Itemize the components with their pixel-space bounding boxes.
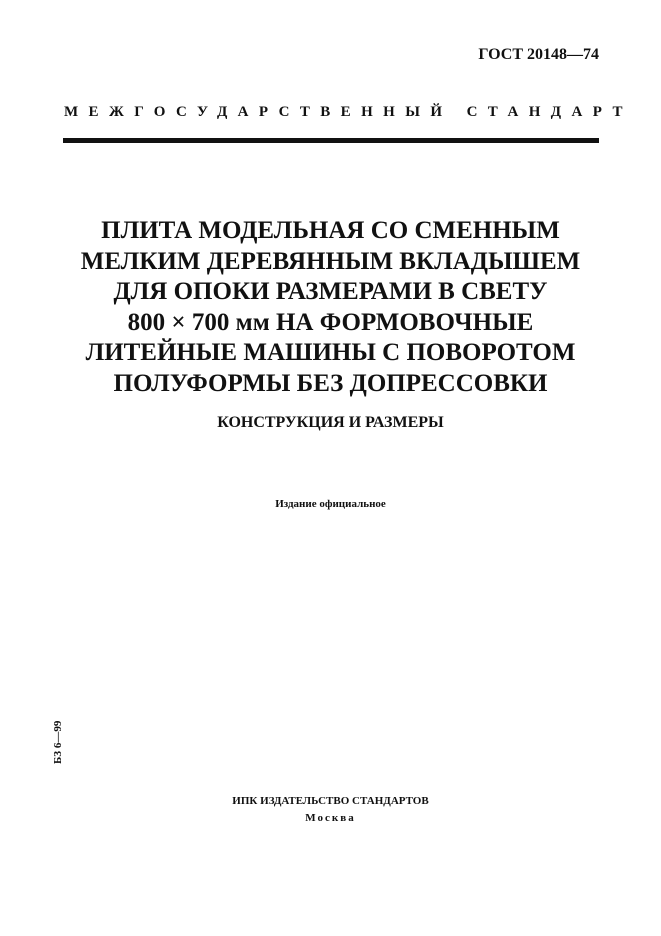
publisher: ИПК ИЗДАТЕЛЬСТВО СТАНДАРТОВ [232,795,429,807]
side-code: БЗ 6—99 [52,720,64,764]
title-line: МЕЛКИМ ДЕРЕВЯННЫМ ВКЛАДЫШЕМ [80,247,581,275]
title-line: 800 × 700 мм НА ФОРМОВОЧНЫЕ [127,308,534,336]
city: Москва [305,812,356,824]
document-subtitle: КОНСТРУКЦИЯ И РАЗМЕРЫ [217,414,444,431]
header-rule [63,138,599,143]
gost-number: ГОСТ 20148—74 [478,46,599,63]
edition-note: Издание официальное [275,498,386,510]
title-line: ПОЛУФОРМЫ БЕЗ ДОПРЕССОВКИ [113,369,548,397]
title-line: ДЛЯ ОПОКИ РАЗМЕРАМИ В СВЕТУ [113,278,548,305]
title-line: ЛИТЕЙНЫЕ МАШИНЫ С ПОВОРОТОМ [85,339,576,366]
title-line: ПЛИТА МОДЕЛЬНАЯ СО СМЕННЫМ [101,217,560,244]
header-label: МЕЖГОСУДАРСТВЕННЫЙ СТАНДАРТ [64,104,633,120]
document-title [60,216,601,399]
